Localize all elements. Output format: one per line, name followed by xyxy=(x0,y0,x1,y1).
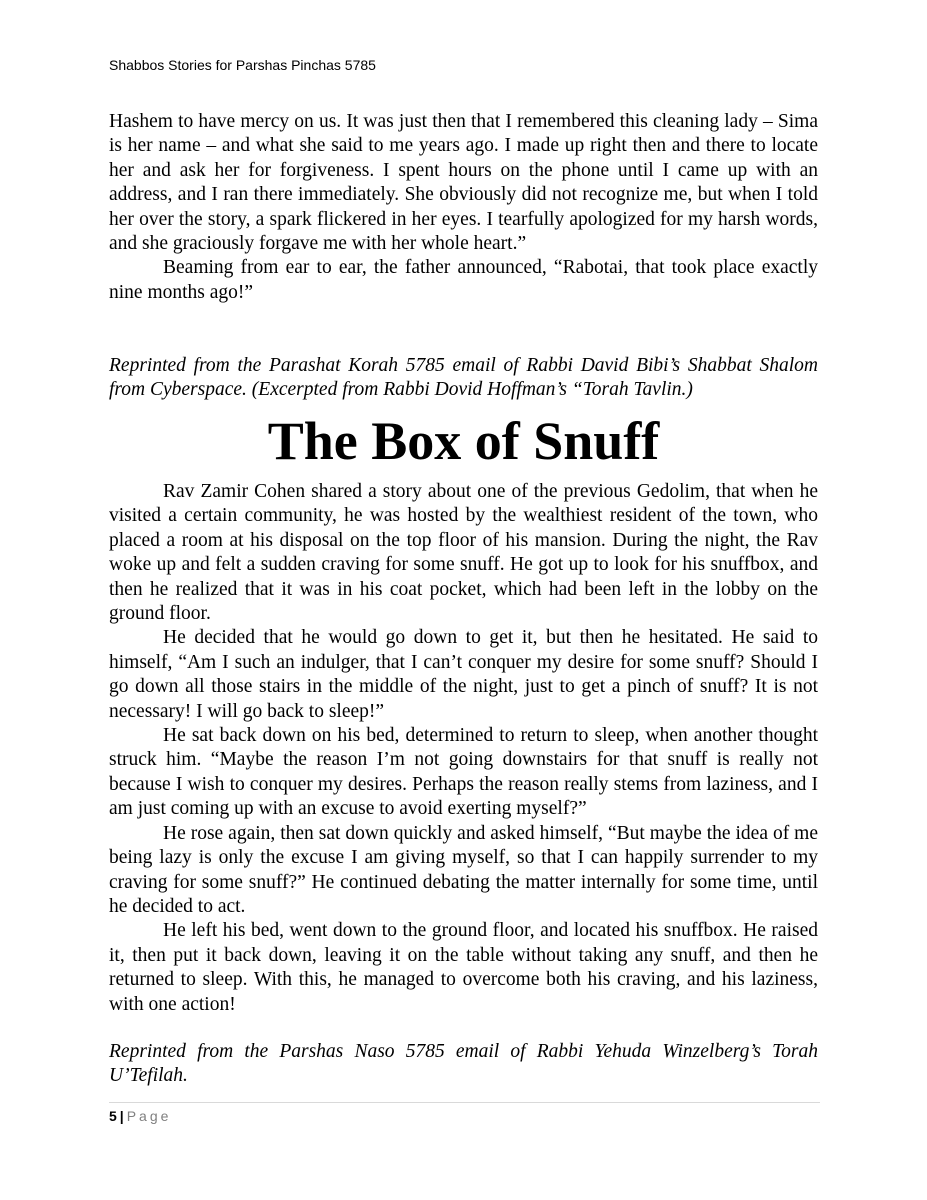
page-footer xyxy=(109,1106,171,1126)
article-paragraph: He sat back down on his bed, determined to return to sleep, when another thought struck him. “Maybe the reason I’m not going downstairs for that snuff is really not because I wish to conquer my desires. Perhaps the reason really stems from laziness, and I am just coming up with an excuse to avoid exerting myself?” xyxy=(109,725,818,820)
page-separator: | xyxy=(119,1108,124,1124)
article-paragraph: Rav Zamir Cohen shared a story about one of the previous Gedolim, that when he visited a certain community, he was hosted by the wealthiest resident of the town, who placed a room at his disposal on the top floor of his mansion. During the night, the Rav woke up and felt a sudden craving for some snuff. He got up to look for his snuffbox, and then he realized that it was in his coat pocket, which had been left in the lobby on the ground floor. xyxy=(109,481,818,625)
continued-story-attribution xyxy=(109,354,818,403)
continued-story xyxy=(109,110,818,305)
page-number: 5 xyxy=(109,1108,117,1124)
article-paragraph: He left his bed, went down to the ground floor, and located his snuffbox. He raised it, then put it back down, leaving it on the table without taking any snuff, and then he returned to sleep. With this, he managed to overcome both his craving, and his laziness, with one action! xyxy=(109,920,818,1015)
article-attribution xyxy=(109,1040,818,1089)
footer-divider xyxy=(109,1102,820,1103)
page-label: Page xyxy=(126,1108,172,1124)
story-paragraph: Beaming from ear to ear, the father announced, “Rabotai, that took place exactly nine months ago!” xyxy=(109,257,818,303)
story-paragraph: Hashem to have mercy on us. It was just then that I remembered this cleaning lady – Sima is her name – and what she said to me years ago. I made up right then and there to locate her and ask her for forgiveness. I spent hours on the phone until I came up with an address, and I ran there immediately. She obviously did not recognize me, but when I told her over the story, a spark flickered in her eyes. I tearfully apologized for my harsh words, and she graciously forgave me with her whole heart.” xyxy=(109,111,818,255)
article-body xyxy=(109,480,818,1017)
article-title: The Box of Snuff xyxy=(267,411,660,471)
attribution-text: Reprinted from the Parshas Naso 5785 email of Rabbi Yehuda Winzelberg’s Torah U’Tefilah. xyxy=(109,1041,818,1087)
article-paragraph: He decided that he would go down to get it, but then he hesitated. He said to himself, “Am I such an indulger, that I can’t conquer my desire for some snuff? Should I go down all those stairs in the middle of the night, just to get a pinch of snuff? It is not necessary! I will go back to sleep!” xyxy=(109,627,818,722)
article-paragraph: He rose again, then sat down quickly and asked himself, “But maybe the idea of me being lazy is only the excuse I am giving myself, so that I can happily surrender to my craving for some snuff?” He continued debating the matter internally for some time, until he decided to act. xyxy=(109,822,818,917)
running-header: Shabbos Stories for Parshas Pinchas 5785 xyxy=(109,57,376,73)
attribution-text: Reprinted from the Parashat Korah 5785 email of Rabbi David Bibi’s Shabbat Shalom from Cyberspace. (Excerpted from Rabbi Dovid Hoffman’s “Torah Tavlin.) xyxy=(109,355,818,401)
